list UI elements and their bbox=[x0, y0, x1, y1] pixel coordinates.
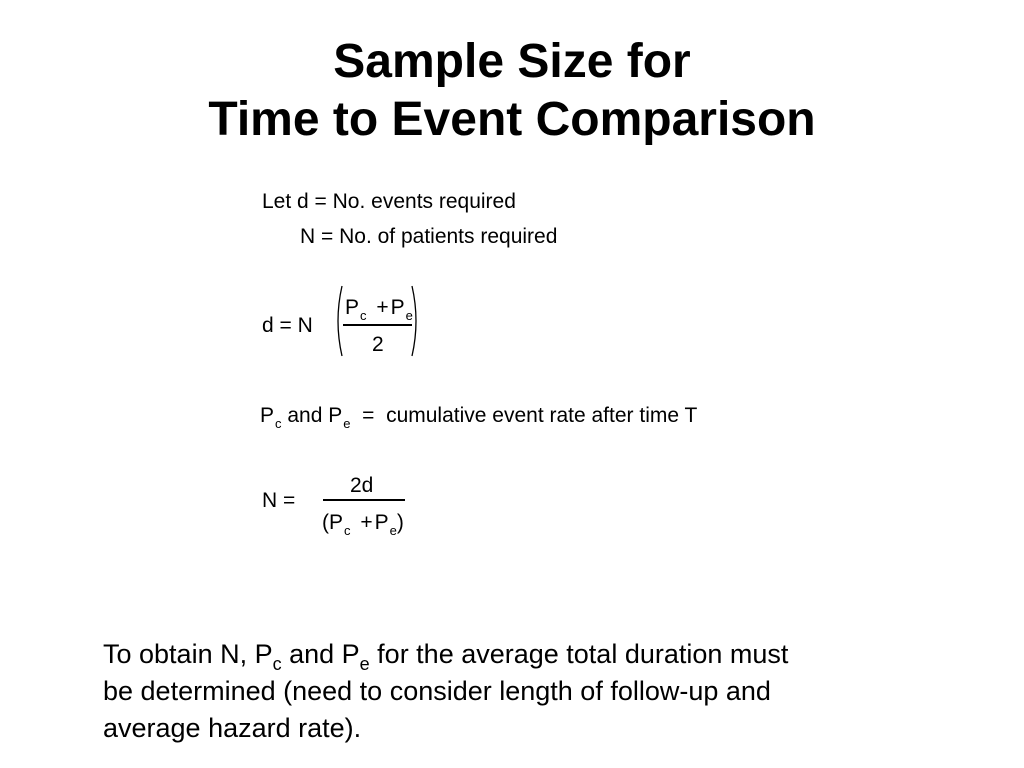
plus-sign: + bbox=[360, 511, 373, 534]
formula-patients-denominator bbox=[322, 510, 404, 538]
left-parenthesis bbox=[333, 285, 343, 357]
subscript-c: c bbox=[344, 523, 351, 538]
formula-events-lhs: d = N bbox=[262, 314, 313, 337]
note-line-1 bbox=[103, 636, 788, 676]
subscript-e: e bbox=[405, 308, 413, 323]
definition-events: Let d = No. events required bbox=[262, 190, 516, 213]
formula-events-denominator: 2 bbox=[372, 333, 384, 356]
formula-events-numerator bbox=[345, 295, 413, 323]
note-text: for the average total duration must bbox=[369, 639, 789, 669]
p-symbol: P bbox=[345, 296, 360, 319]
event-rate-text: = cumulative event rate after time T bbox=[350, 404, 698, 427]
and-p-text: and P bbox=[281, 404, 343, 427]
p-symbol: P bbox=[260, 404, 275, 427]
plus-sign: + bbox=[376, 296, 389, 319]
p-symbol: P bbox=[390, 296, 405, 319]
note-text: and P bbox=[281, 639, 360, 669]
fraction-bar bbox=[323, 499, 405, 501]
formula-patients-numerator: 2d bbox=[350, 474, 374, 497]
subscript-c: c bbox=[272, 654, 282, 674]
close-paren: ) bbox=[396, 511, 404, 534]
formula-patients-lhs: N = bbox=[262, 489, 296, 512]
subscript-c: c bbox=[275, 416, 282, 431]
subscript-c: c bbox=[360, 308, 367, 323]
note-line-3: average hazard rate). bbox=[103, 713, 362, 743]
subscript-e: e bbox=[359, 654, 370, 674]
subscript-e: e bbox=[389, 523, 397, 538]
note-line-2: be determined (need to consider length of follow-up and bbox=[103, 676, 771, 706]
fraction-bar bbox=[343, 324, 412, 326]
slide-title bbox=[0, 33, 1024, 149]
p-symbol: P bbox=[374, 511, 389, 534]
note-text: To obtain N, P bbox=[103, 639, 273, 669]
definition-patients: N = No. of patients required bbox=[300, 225, 558, 248]
slide-title-line-1: Sample Size for bbox=[333, 35, 691, 88]
right-parenthesis bbox=[411, 285, 421, 357]
slide-title-line-2: Time to Event Comparison bbox=[208, 93, 816, 146]
event-rate-definition bbox=[260, 403, 697, 431]
subscript-e: e bbox=[343, 416, 351, 431]
open-paren-p: (P bbox=[322, 511, 343, 534]
